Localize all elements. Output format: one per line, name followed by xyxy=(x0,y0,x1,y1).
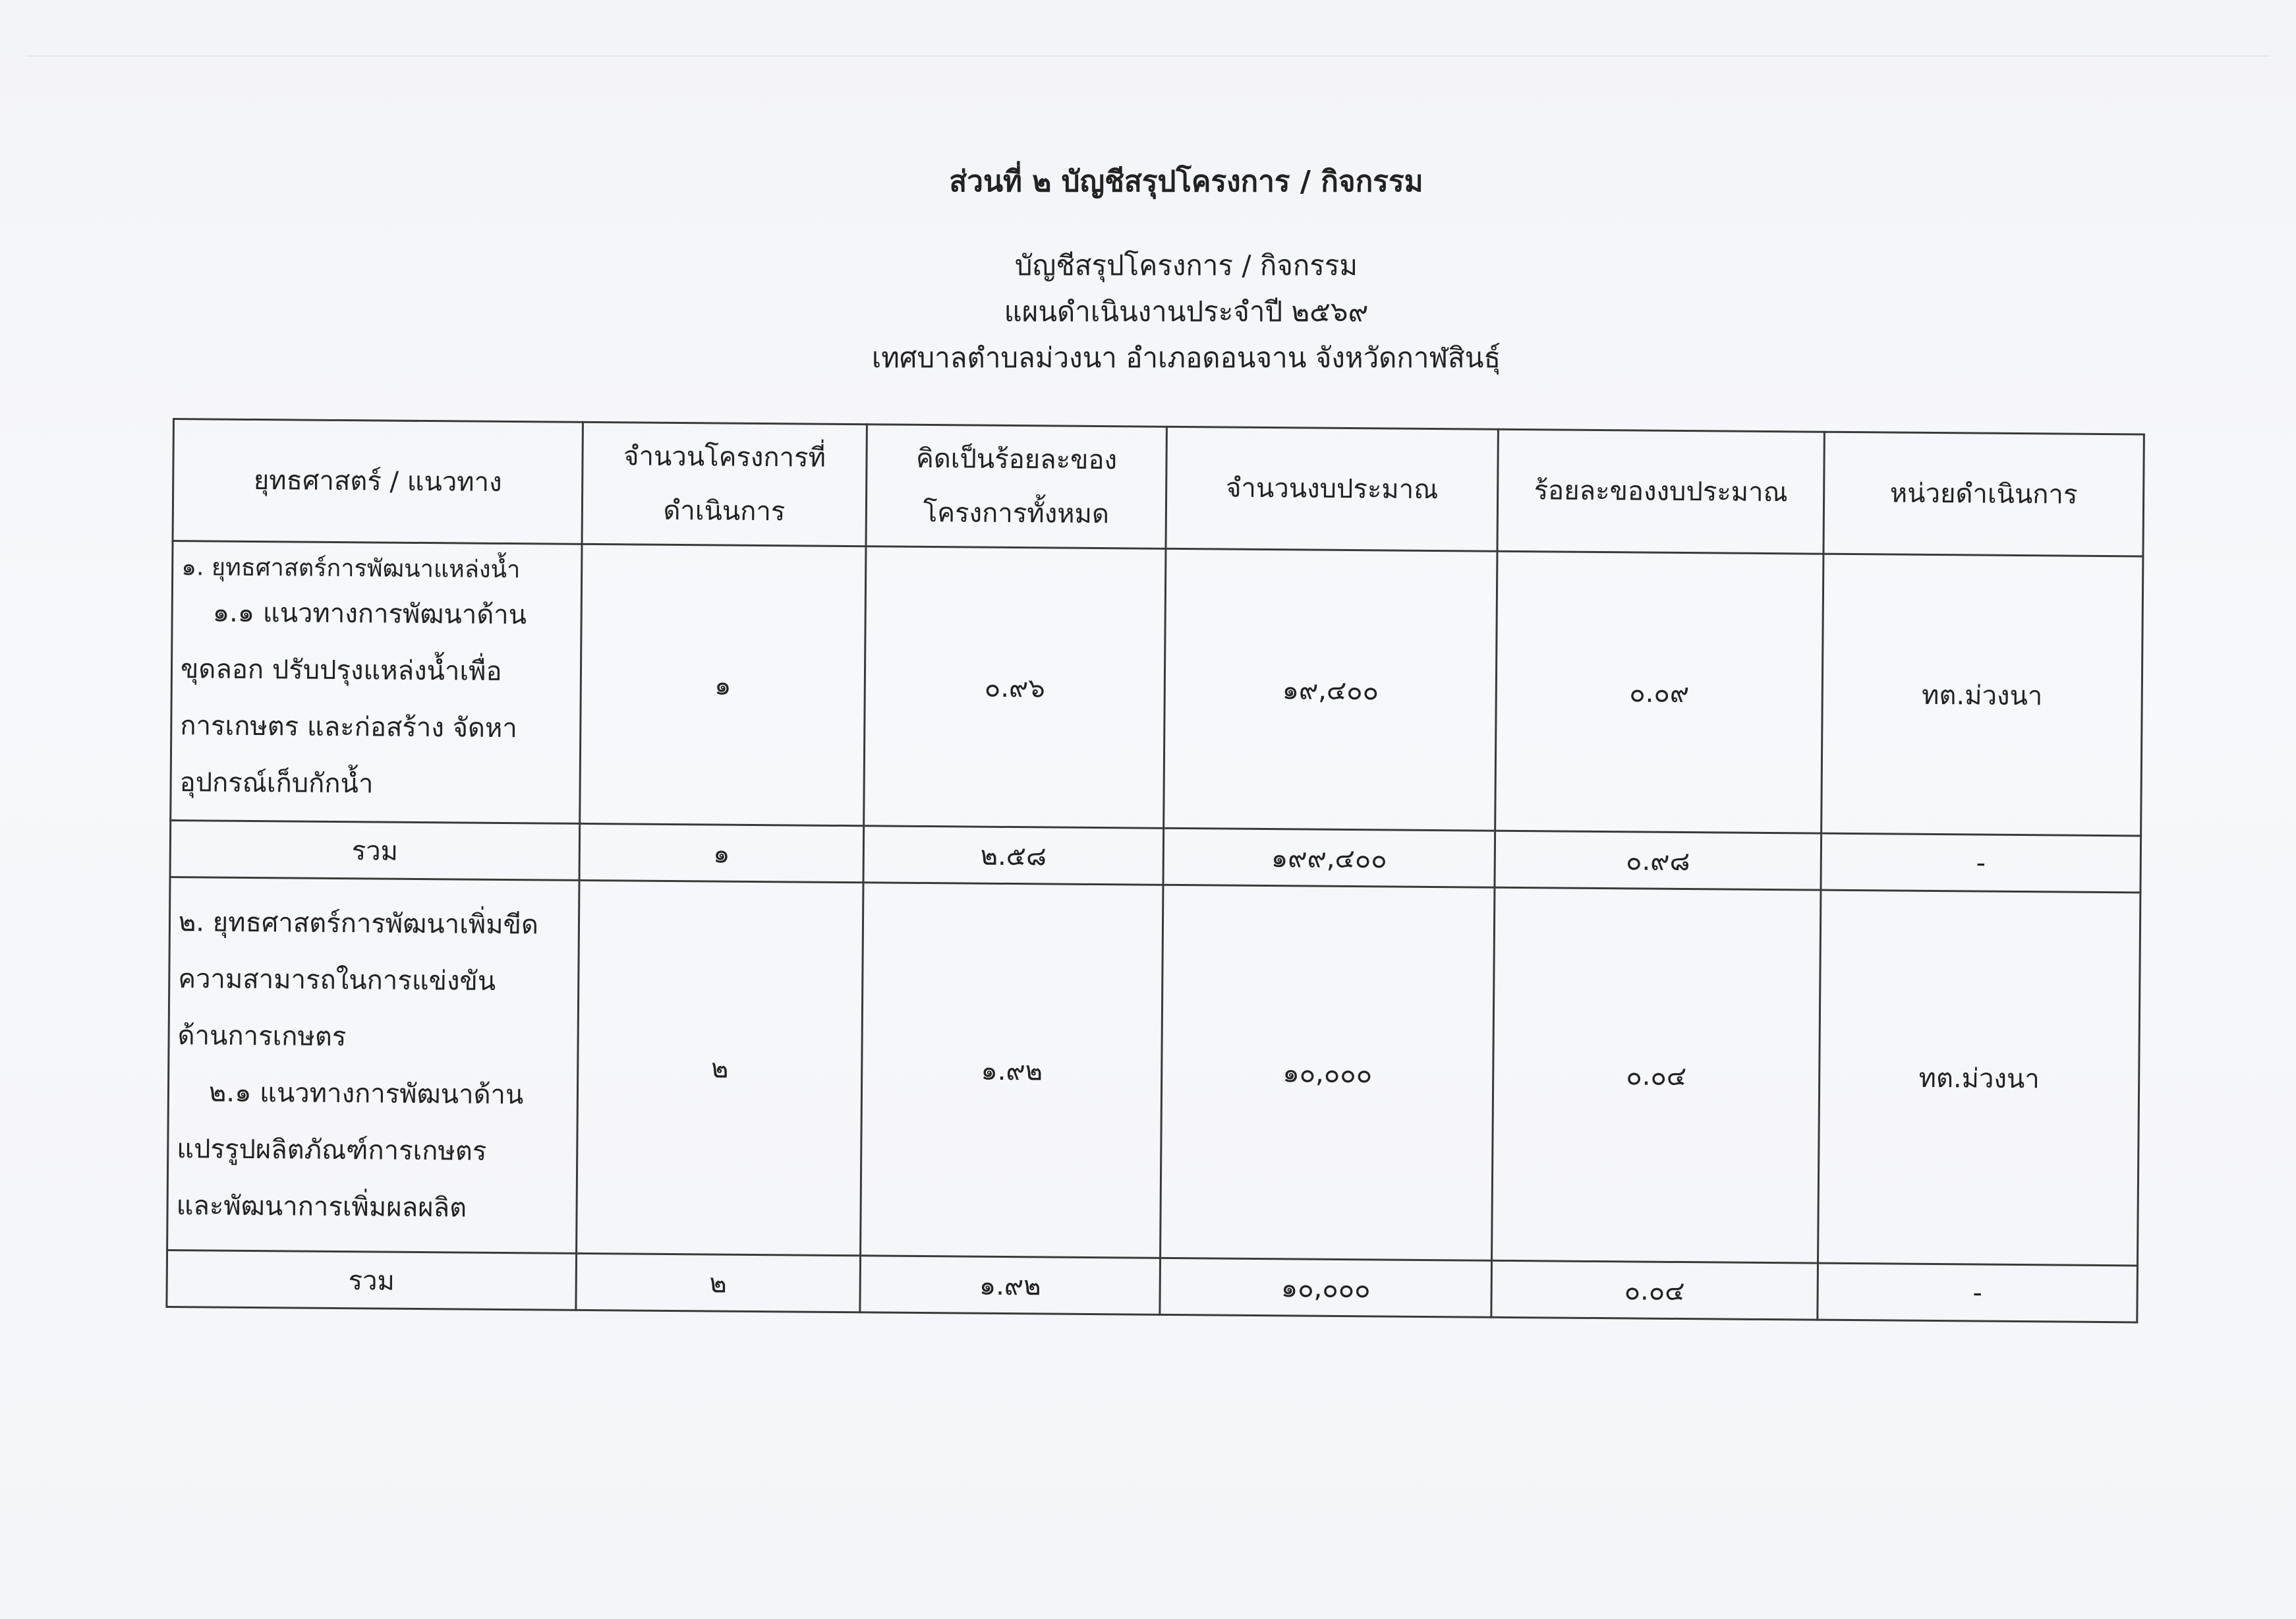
percent-projects-cell: ๑.๙๒ xyxy=(860,1256,1161,1315)
table-header-row xyxy=(173,419,2144,556)
header-budget-percent xyxy=(1497,429,1824,554)
percent-projects-cell: ๐.๙๖ xyxy=(864,546,1166,829)
total-label: รวม xyxy=(167,1250,577,1310)
percent-projects-cell: ๒.๕๘ xyxy=(863,826,1164,885)
budget-percent-cell: ๐.๐๔ xyxy=(1492,887,1821,1263)
project-summary-table xyxy=(165,418,2145,1323)
budget-cell: ๑๐,๐๐๐ xyxy=(1160,1258,1492,1317)
project-count-cell: ๒ xyxy=(576,1253,861,1312)
unit-cell: - xyxy=(1818,1263,2138,1322)
summary-table-container xyxy=(165,418,2145,1323)
document-subtitle: บัญชีสรุปโครงการ / กิจกรรม xyxy=(1014,249,1358,281)
strategy-cell xyxy=(167,877,579,1253)
strategy-line: และพัฒนาการเพิ่มผลผลิต xyxy=(176,1190,467,1223)
organization-title: เทศบาลตำบลม่วงนา อำเภอดอนจาน จังหวัดกาฬสินธุ์ xyxy=(871,341,1501,374)
project-count-cell: ๒ xyxy=(577,880,863,1255)
scan-artifact-line xyxy=(26,55,2270,57)
header-unit-label: หน่วยดำเนินการ xyxy=(1889,478,2078,510)
unit-cell: ทต.ม่วงนา xyxy=(1822,554,2143,836)
header-budget-percent-label: ร้อยละของงบประมาณ xyxy=(1534,475,1788,508)
header-strategy-label: ยุทธศาสตร์ / แนวทาง xyxy=(253,465,502,498)
strategy-line: ๒.๑ แนวทางการพัฒนาด้าน xyxy=(208,1076,524,1110)
budget-cell: ๑๙,๔๐๐ xyxy=(1164,548,1497,831)
unit-cell: - xyxy=(1821,833,2141,893)
header-strategy xyxy=(173,419,583,545)
header-project-count-line1: จำนวนโครงการที่ xyxy=(623,441,826,473)
strategy-line: แปรรูปผลิตภัณฑ์การเกษตร xyxy=(177,1133,487,1167)
strategy-line: ๒. ยุทธศาสตร์การพัฒนาเพิ่มขีด xyxy=(178,906,539,940)
header-percent-projects-line2: โครงการทั้งหมด xyxy=(923,497,1110,530)
total-label: รวม xyxy=(170,820,580,880)
strategy-title: ๑. ยุทธศาสตร์การพัฒนาแหล่งน้ำ xyxy=(181,553,521,583)
project-count-cell: ๑ xyxy=(579,823,864,882)
header-budget-label: จำนวนงบประมาณ xyxy=(1225,473,1439,506)
table-row xyxy=(167,877,2140,1265)
strategy-line: การเกษตร และก่อสร้าง จัดหา xyxy=(180,710,517,744)
strategy-line: อุปกรณ์เก็บกักน้ำ xyxy=(179,767,374,799)
strategy-line: ด้านการเกษตร xyxy=(177,1020,347,1052)
strategy-line: ๑.๑ แนวทางการพัฒนาด้าน xyxy=(212,597,527,630)
unit-cell: ทต.ม่วงนา xyxy=(1818,890,2140,1266)
plan-year-title: แผนดำเนินงานประจำปี ๒๕๖๙ xyxy=(1004,295,1369,328)
header-budget xyxy=(1166,427,1498,551)
budget-percent-cell: ๐.๙๘ xyxy=(1495,831,1822,890)
strategy-line: ความสามารถในการแข่งขัน xyxy=(178,963,496,997)
header-percent-projects xyxy=(866,425,1166,549)
header-unit xyxy=(1823,432,2144,556)
project-count-cell: ๑ xyxy=(580,544,866,825)
header-project-count xyxy=(582,422,867,546)
budget-percent-cell: ๐.๐๔ xyxy=(1491,1260,1818,1320)
strategy-line: ขุดลอก ปรับปรุงแหล่งน้ำเพื่อ xyxy=(180,653,502,687)
strategy-cell xyxy=(171,541,582,824)
section-title: ส่วนที่ ๒ บัญชีสรุปโครงการ / กิจกรรม xyxy=(949,165,1423,198)
header-project-count-line2: ดำเนินการ xyxy=(663,495,786,527)
percent-projects-cell: ๑.๙๒ xyxy=(861,883,1163,1258)
header-percent-projects-line1: คิดเป็นร้อยละของ xyxy=(915,443,1118,476)
table-row xyxy=(171,541,2143,836)
budget-cell: ๑๙๙,๔๐๐ xyxy=(1163,828,1495,887)
budget-cell: ๑๐,๐๐๐ xyxy=(1161,885,1495,1260)
budget-percent-cell: ๐.๐๙ xyxy=(1495,551,1823,833)
